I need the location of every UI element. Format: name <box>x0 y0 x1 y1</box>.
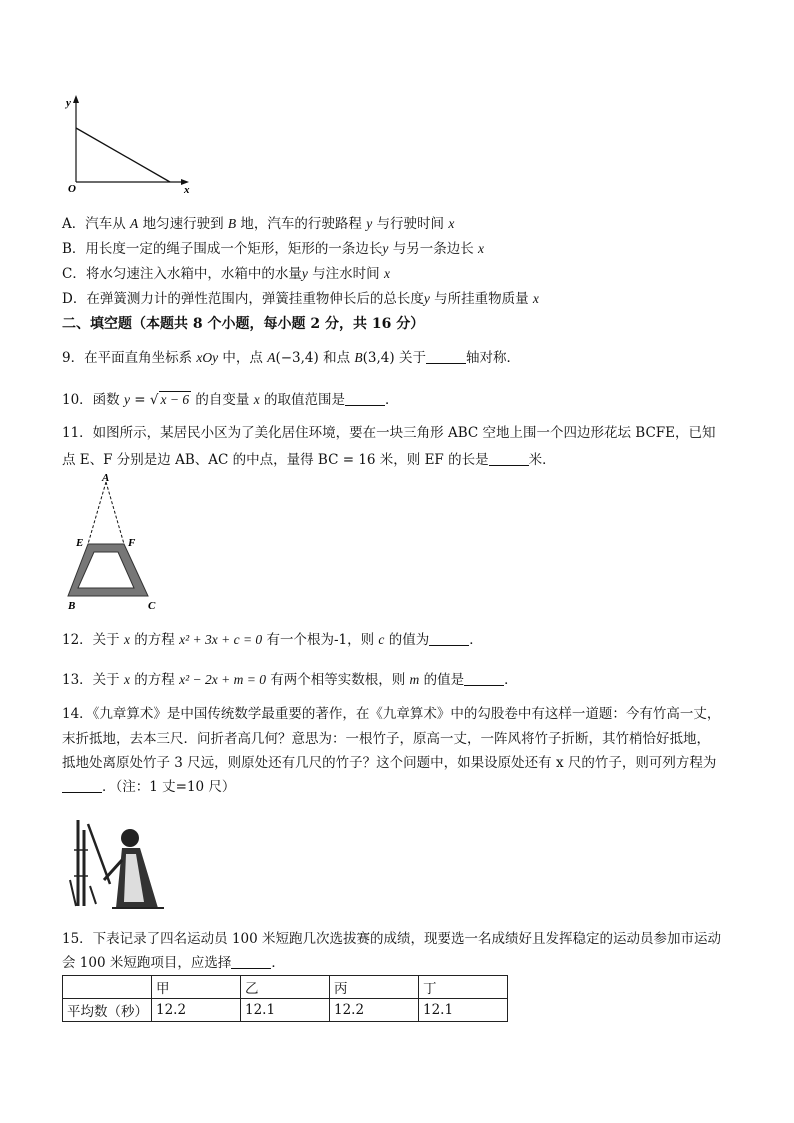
sqrt-symbol: √ <box>149 392 159 408</box>
q15-answer-blank[interactable] <box>231 954 271 969</box>
graph-origin-label: O <box>68 183 76 194</box>
question-13: 13．关于 x 的方程 x² − 2x + m = 0 有两个相等实数根，则 m 的值是 ． <box>62 672 518 688</box>
question-14-line4: ．（注：1 丈=10 尺） <box>62 777 235 797</box>
graph-x-label: x <box>184 184 190 194</box>
sprint-score-table <box>62 975 508 1022</box>
option-c[interactable]: C．将水匀速注入水箱中，水箱中的水量y 与注水时间 x <box>62 266 390 282</box>
svg-text:A: A <box>102 472 110 484</box>
bamboo-scholar-illustration <box>64 810 172 914</box>
question-12: 12．关于 x 的方程 x² + 3x + c = 0 有一个根为-1，则 c 的值为 ． <box>62 632 483 648</box>
table-header-row: 甲 乙 丙 丁 <box>63 976 508 999</box>
q8-line-graph <box>60 94 200 194</box>
table-row: 平均数（秒） 12.2 12.1 12.2 12.1 <box>63 999 508 1022</box>
section-title: 二、填空题（本题共 8 个小题，每小题 2 分，共 16 分） <box>62 316 425 332</box>
q13-answer-blank[interactable] <box>464 671 504 686</box>
svg-text:C: C <box>148 600 156 612</box>
question-15-line2: 会 100 米短跑项目，应选择 ． <box>62 955 285 971</box>
question-10: 10．函数 y = √ x − 6 的自变量 x 的取值范围是 ． <box>62 392 399 408</box>
q14-answer-blank[interactable] <box>62 778 102 793</box>
question-11-line1: 11．如图所示，某居民小区为了美化居住环境，要在一块三角形 ABC 空地上围一个四边形花坛 BCFE，已知 <box>62 425 716 441</box>
question-15-line1: 15．下表记录了四名运动员 100 米短跑几次选拔赛的成绩，现要选一名成绩好且发挥稳定的运动员参加市运动 <box>62 931 722 947</box>
svg-text:B: B <box>68 600 76 612</box>
option-d[interactable]: D．在弹簧测力计的弹性范围内，弹簧挂重物伸长后的总长度y 与所挂重物质量 x <box>62 291 539 307</box>
question-14-line3: 抵地处离原处竹子 3 尺远，则原处还有几尺的竹子？这个问题中，如果设原处还有 x 尺的竹子，则可列方程为 <box>62 755 717 771</box>
question-9: 9．在平面直角坐标系 xOy 中，点 A(−3,4) 和点 B(3,4) 关于 轴对称． <box>62 350 520 366</box>
q11-triangle-figure <box>62 472 172 614</box>
question-14-line2: 末折抵地，去本三尺．问折者高几何？意思为：一根竹子，原高一丈，一阵风将竹子折断，其竹梢恰好抵地， <box>62 731 710 747</box>
svg-text:F: F <box>128 537 136 549</box>
q9-answer-blank[interactable] <box>426 349 466 364</box>
option-a[interactable]: A．汽车从 A 地匀速行驶到 B 地，汽车的行驶路程 y 与行驶时间 x <box>62 216 455 232</box>
graph-y-label: y <box>66 97 71 109</box>
question-14-line1: 14．《九章算术》是中国传统数学最重要的著作，在《九章算术》中的勾股卷中有这样一道题：今有竹高一丈， <box>62 706 721 722</box>
svg-text:E: E <box>76 537 84 549</box>
option-b[interactable]: B．用长度一定的绳子围成一个矩形，矩形的一条边长y 与另一条边长 x <box>62 241 485 257</box>
q12-answer-blank[interactable] <box>429 631 469 646</box>
q11-answer-blank[interactable] <box>489 451 529 466</box>
q10-answer-blank[interactable] <box>345 391 385 406</box>
question-11-line2: 点 E、F 分别是边 AB、AC 的中点，量得 BC = 16 米，则 EF 的长是 米． <box>62 452 556 468</box>
